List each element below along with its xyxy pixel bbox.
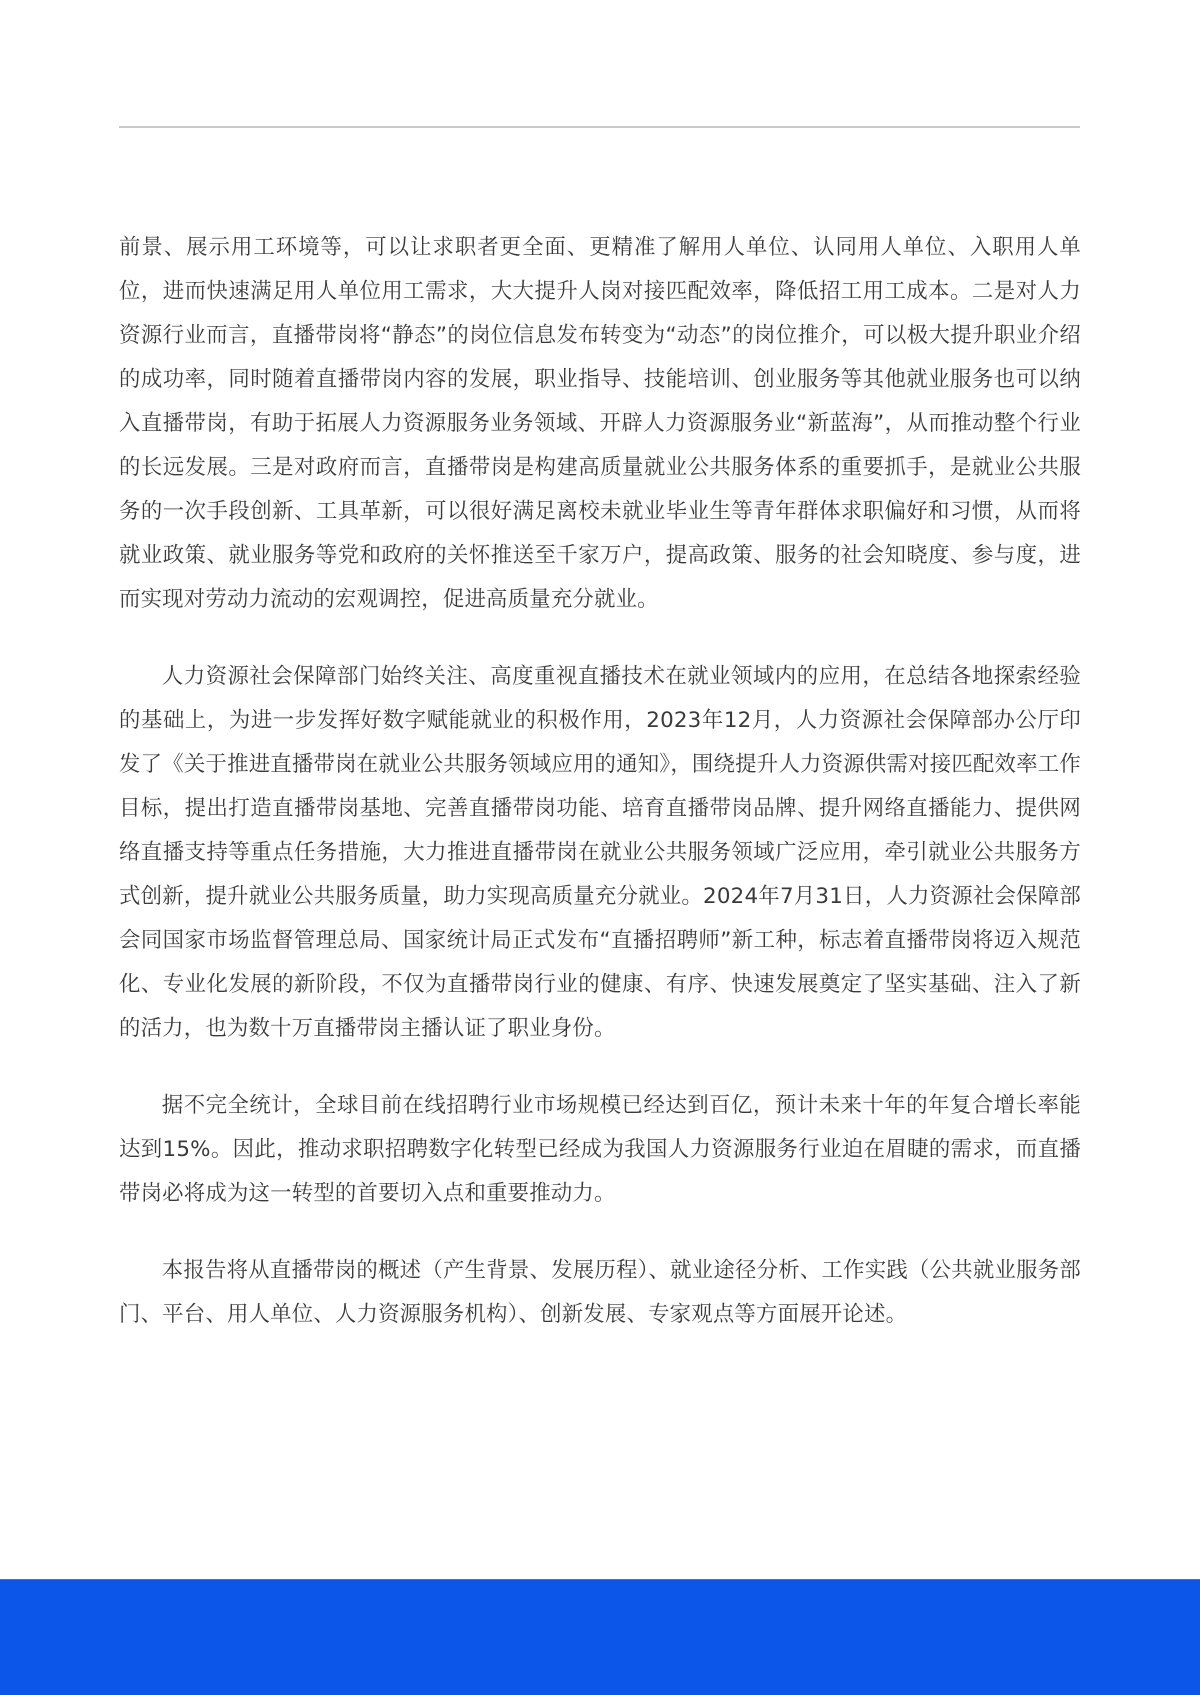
paragraph-4: 本报告将从直播带岗的概述（产生背景、发展历程）、就业途径分析、工作实践（公共就业服务部门、平台、用人单位、人力资源服务机构）、创新发展、专家观点等方面展开论述。 bbox=[119, 1258, 1081, 1327]
paragraph-1: 前景、展示用工环境等，可以让求职者更全面、更精准了解用人单位、认同用人单位、入职用人单位，进而快速满足用人单位用工需求，大大提升人岗对接匹配效率，降低招工用工成本。二是对人力资源行业而言，直播带岗将“静态”的岗位信息发布转变为“动态”的岗位推介，可以极大提升职业介绍的成功率，同时随着直播带岗内容的发展，职业指导、技能培训、创业服务等其他就业服务也可以纳入直播带岗，有助于拓展人力资源服务业务领域、开辟人力资源服务业“新蓝海”，从而推动整个行业的长远发展。三是对政府而言，直播带岗是构建高质量就业公共服务体系的重要抓手，是就业公共服务的一次手段创新、工具革新，可以很好满足离校未就业毕业生等青年群体求职偏好和习惯，从而将就业政策、就业服务等党和政府的关怀推送至千家万户，提高政策、服务的社会知晓度、参与度，进而实现对劳动力流动的宏观调控，促进高质量充分就业。 bbox=[119, 235, 1081, 612]
paragraph-3: 据不完全统计，全球目前在线招聘行业市场规模已经达到百亿，预计未来十年的年复合增长率能达到15%。因此，推动求职招聘数字化转型已经成为我国人力资源服务行业迫在眉睫的需求，而直播带岗必将成为这一转型的首要切入点和重要推动力。 bbox=[119, 1093, 1081, 1206]
document-body bbox=[119, 226, 1081, 1337]
header-divider bbox=[119, 126, 1080, 128]
footer-color-band bbox=[0, 1579, 1200, 1695]
paragraph-2: 人力资源社会保障部门始终关注、高度重视直播技术在就业领域内的应用，在总结各地探索经验的基础上，为进一步发挥好数字赋能就业的积极作用，2023年12月，人力资源社会保障部办公厅印发了《关于推进直播带岗在就业公共服务领域应用的通知》，围绕提升人力资源供需对接匹配效率工作目标，提出打造直播带岗基地、完善直播带岗功能、培育直播带岗品牌、提升网络直播能力、提供网络直播支持等重点任务措施，大力推进直播带岗在就业公共服务领域广泛应用，牵引就业公共服务方式创新，提升就业公共服务质量，助力实现高质量充分就业。2024年7月31日，人力资源社会保障部会同国家市场监督管理总局、国家统计局正式发布“直播招聘师”新工种，标志着直播带岗将迈入规范化、专业化发展的新阶段，不仅为直播带岗行业的健康、有序、快速发展奠定了坚实基础、注入了新的活力，也为数十万直播带岗主播认证了职业身份。 bbox=[119, 664, 1081, 1041]
